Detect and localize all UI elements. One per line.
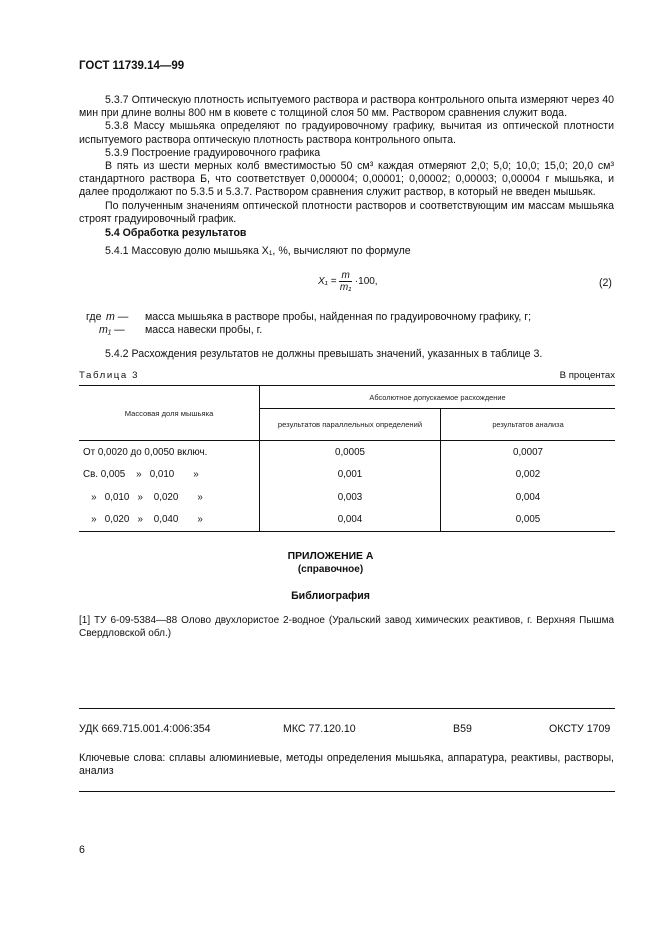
- footer-keywords: Ключевые слова: сплавы алюминиевые, методы определения мышьяка, аппаратура, реактивы, растворы, анализ: [79, 752, 614, 778]
- formula-fraction: [339, 270, 351, 293]
- where-m1-symbol: m₁ —: [99, 324, 125, 336]
- table-cell-analysis: 0,004: [515, 491, 541, 503]
- paragraph-542: 5.4.2 Расхождения результатов не должны превышать значений, указанных в таблице 3.: [105, 348, 543, 360]
- formula-lhs: X₁ =: [318, 276, 337, 287]
- footer-udk: УДК 669.715.001.4:006:354: [79, 723, 211, 735]
- table-cell-parallel: 0,004: [260, 509, 441, 532]
- footer-group: В59: [453, 723, 472, 735]
- table-caption: Таблица 3: [79, 370, 140, 381]
- document-header: ГОСТ 11739.14—99: [79, 60, 185, 72]
- section-537-539-text: [79, 94, 614, 226]
- table-cell-range: » 0,020 » 0,040 »: [79, 509, 260, 532]
- where-m-description: масса мышьяка в растворе пробы, найденная по градуировочному графику, г;: [145, 311, 532, 323]
- table-header-analysis: результатов анализа: [441, 409, 616, 441]
- paragraph-539-heading: 5.3.9 Построение градуировочного графика: [105, 146, 321, 159]
- formula-denominator: m₁: [339, 282, 352, 293]
- table-cell-parallel: 0,001: [260, 464, 441, 487]
- where-prefix: где: [86, 311, 102, 323]
- bibliography-title: Библиография: [291, 590, 370, 602]
- paragraph-539-graph: По полученным значениям оптической плотности растворов и соответствующим им массам мышьяка строят градуировочный график.: [79, 199, 614, 225]
- page-number: 6: [79, 844, 85, 856]
- table-header-parallel: результатов параллельных определений: [260, 409, 441, 441]
- table-cell-range: От 0,0020 до 0,0050 включ.: [79, 441, 260, 464]
- footer-rule-top: [79, 708, 615, 709]
- bibliography-entry: [1] ТУ 6-09-5384—88 Олово двухлористое 2-водное (Уральский завод химических реактивов, г. Верхняя Пышма Свердловской обл.): [79, 615, 614, 640]
- table-header-mass-fraction: Массовая доля мышьяка: [79, 386, 260, 441]
- table-row: [79, 464, 615, 487]
- table-cell-range: Св. 0,005 » 0,010 »: [79, 464, 260, 487]
- table-cell-range: » 0,010 » 0,020 »: [79, 486, 260, 509]
- table-cell-parallel: 0,0005: [260, 441, 441, 464]
- formula-tail: ·100,: [354, 276, 378, 287]
- footer-okstu: ОКСТУ 1709: [549, 723, 611, 735]
- paragraph-538: 5.3.8 Массу мышьяка определяют по градуировочному графику, вычитая из оптической плотности испытуемого раствора оптическую плотность раствора контрольного опыта.: [79, 120, 614, 146]
- where-m-symbol: m —: [106, 311, 129, 323]
- footer-mks: МКС 77.120.10: [283, 723, 356, 735]
- table-units: В процентах: [559, 370, 615, 381]
- section-54-title: 5.4 Обработка результатов: [105, 227, 247, 239]
- table-cell-analysis: 0,002: [515, 469, 541, 481]
- table-row: [79, 486, 615, 509]
- formula-numerator: m: [341, 270, 350, 281]
- where-m1-description: масса навески пробы, г.: [145, 324, 263, 336]
- table-header-tolerance-group: Абсолютное допускаемое расхождение: [260, 386, 616, 409]
- table-cell-analysis: 0,0007: [513, 446, 543, 458]
- table-cell-parallel: 0,003: [260, 486, 441, 509]
- paragraph-541: 5.4.1 Массовую долю мышьяка X₁, %, вычисляют по формуле: [105, 245, 411, 257]
- formula-number: (2): [599, 277, 612, 289]
- table-cell-analysis: 0,005: [515, 514, 541, 526]
- paragraph-539-body: В пять из шести мерных колб вместимостью 50 см³ каждая отмеряют 2,0; 5,0; 10,0; 15,0; 20,0 см³ стандартного раствора Б, что соответствует 0,000004; 0,00001; 0,00002; 0,00003; 0,00004 г мышьяка, и далее продолжают по 5.3.5 и 5.3.7. Раствором сравнения служит раствор, в который не введен мышьяк.: [79, 160, 614, 199]
- footer-rule-bottom: [79, 791, 615, 792]
- table-row: [79, 509, 615, 532]
- formula-2: [318, 270, 378, 293]
- appendix-subtitle: (справочное): [297, 564, 364, 575]
- paragraph-537: 5.3.7 Оптическую плотность испытуемого раствора и раствора контрольного опыта измеряют через 40 мин при длине волны 800 нм в кювете с толщиной слоя 50 мм. Раствором сравнения служит вода.: [79, 94, 614, 120]
- table-3: [79, 385, 615, 532]
- appendix-title: ПРИЛОЖЕНИЕ А: [287, 551, 374, 562]
- table-row: [79, 441, 615, 464]
